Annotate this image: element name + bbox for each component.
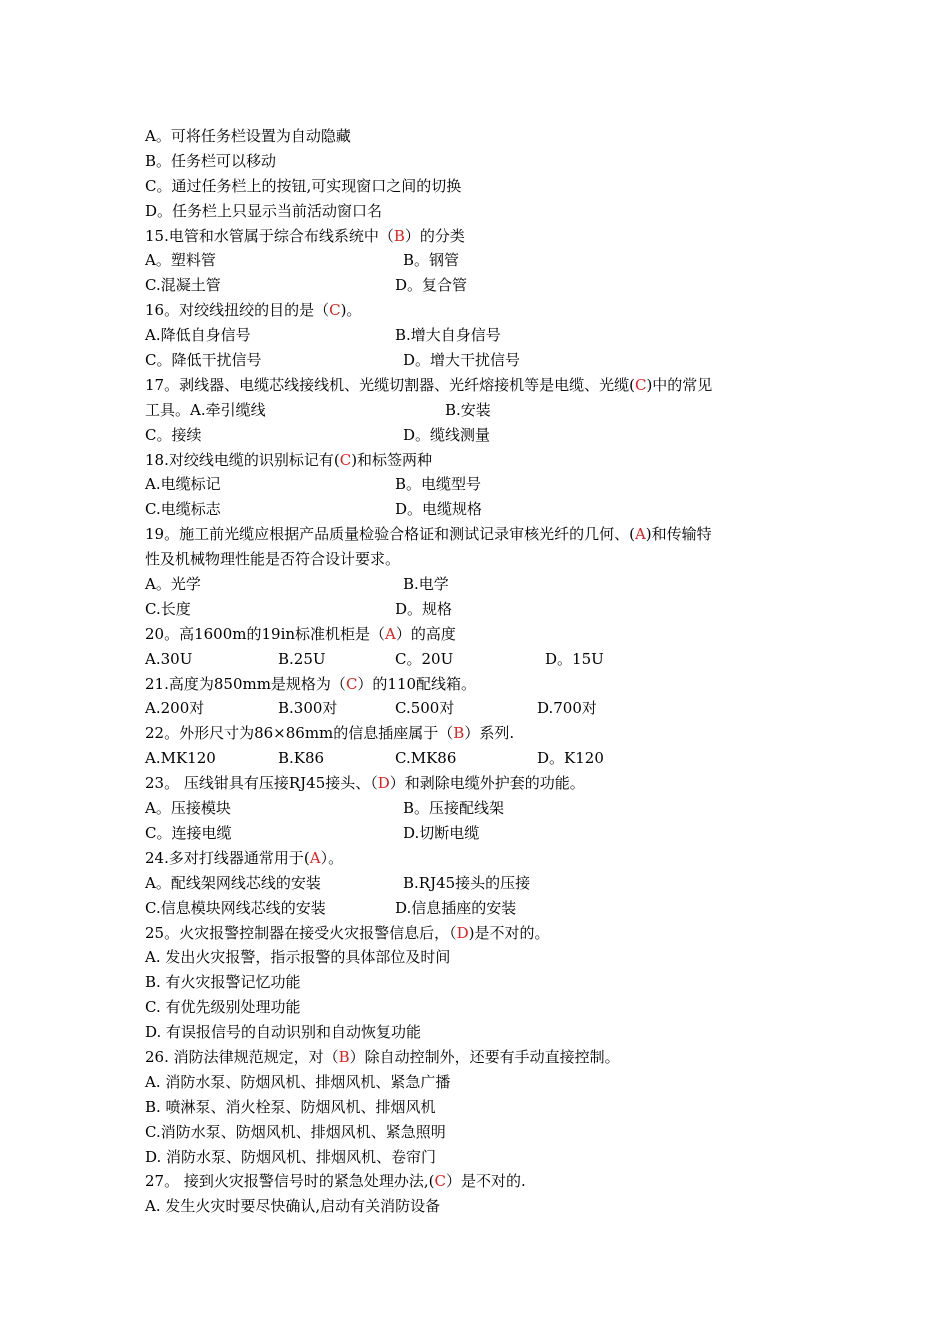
question-line xyxy=(145,224,825,249)
options-line xyxy=(145,746,825,771)
answer-letter: C xyxy=(339,450,352,469)
text-line xyxy=(145,1095,825,1120)
question-line xyxy=(145,622,825,647)
question-line xyxy=(145,298,825,323)
text-line xyxy=(145,970,825,995)
option-item: C.长度 xyxy=(145,599,191,618)
text-line xyxy=(145,149,825,174)
question-text: 26. 消防法律规范规定，对（ xyxy=(145,1047,339,1066)
line-text: 性及机械物理性能是否符合设计要求。 xyxy=(145,550,401,569)
question-line xyxy=(145,921,825,946)
question-line xyxy=(145,448,825,473)
text-line xyxy=(145,174,825,199)
option-item: A。配线架网线芯线的安装 xyxy=(145,873,321,892)
question-line xyxy=(145,373,825,398)
option-item: D。增大干扰信号 xyxy=(403,351,521,370)
option-item: D.700对 xyxy=(537,699,597,718)
options-line xyxy=(145,896,825,921)
question-text-tail: )和标签两种 xyxy=(351,450,433,469)
question-text: 17。剥线器、电缆芯线接线机、光缆切割器、光纤熔接机等是电缆、光缆( xyxy=(145,375,635,394)
question-line xyxy=(145,1045,825,1070)
option-item: C。接续 xyxy=(145,425,202,444)
options-line xyxy=(145,423,825,448)
text-line xyxy=(145,945,825,970)
line-text: B. 有火灾报警记忆功能 xyxy=(145,973,301,992)
question-text-tail: ）。 xyxy=(320,848,344,867)
question-text: 20。高1600m的19in标准机柜是（ xyxy=(145,624,386,643)
question-text: 25。火灾报警控制器在接受火灾报警信息后，（ xyxy=(145,923,457,942)
answer-letter: C xyxy=(634,375,647,394)
option-item: 工具。A.牵引缆线 xyxy=(145,400,266,419)
option-item: B.电学 xyxy=(403,575,449,594)
question-text: 19。施工前光缆应根据产品质量检验合格证和测试记录审核光纤的几何、( xyxy=(145,525,635,544)
question-line xyxy=(145,846,825,871)
answer-letter: B xyxy=(393,226,405,245)
line-text: B。任务栏可以移动 xyxy=(145,151,277,170)
text-line xyxy=(145,1194,825,1219)
option-item: C.电缆标志 xyxy=(145,500,221,519)
option-item: D。15U xyxy=(545,649,604,668)
answer-letter: D xyxy=(377,774,390,793)
question-text-tail: )中的常见 xyxy=(646,375,713,394)
question-text: 24.多对打线器通常用于( xyxy=(145,848,310,867)
question-text: 16。对绞线扭绞的目的是（ xyxy=(145,301,330,320)
option-item: D.切断电缆 xyxy=(403,823,480,842)
question-line xyxy=(145,522,825,547)
question-text-tail: )。 xyxy=(340,301,362,320)
text-line xyxy=(145,1070,825,1095)
line-text: A. 发生火灾时要尽快确认,启动有关消防设备 xyxy=(145,1197,441,1216)
answer-letter: B xyxy=(338,1047,350,1066)
line-text: A. 消防水泵、防烟风机、排烟风机、紧急广播 xyxy=(145,1072,451,1091)
line-text: D. 有误报信号的自动识别和自动恢复功能 xyxy=(145,1023,422,1042)
options-line xyxy=(145,572,825,597)
line-text: B. 喷淋泵、消火栓泵、防烟风机、排烟风机 xyxy=(145,1097,436,1116)
option-item: B.RJ45接头的压接 xyxy=(403,873,531,892)
option-item: A.降低自身信号 xyxy=(145,326,251,345)
answer-letter: A xyxy=(634,525,646,544)
question-line xyxy=(145,721,825,746)
line-text: C.消防水泵、防烟风机、排烟风机、紧急照明 xyxy=(145,1122,446,1141)
option-item: C。连接电缆 xyxy=(145,823,232,842)
answer-letter: C xyxy=(434,1172,446,1191)
options-line xyxy=(145,348,825,373)
option-item: A.30U xyxy=(145,649,193,668)
option-item: D。复合管 xyxy=(395,276,468,295)
text-line xyxy=(145,1120,825,1145)
options-line xyxy=(145,248,825,273)
line-text: C。通过任务栏上的按钮,可实现窗口之间的切换 xyxy=(145,176,462,195)
question-text-tail: ）系列. xyxy=(464,724,515,743)
question-text-tail: ）和剥除电缆外护套的功能。 xyxy=(389,774,585,793)
question-text: 23。 压线钳具有压接RJ45接头、（ xyxy=(145,774,378,793)
text-line xyxy=(145,547,825,572)
options-line xyxy=(145,398,825,423)
options-line xyxy=(145,273,825,298)
option-item: C.信息模块网线芯线的安装 xyxy=(145,898,326,917)
option-item: B。钢管 xyxy=(403,251,460,270)
answer-letter: B xyxy=(453,724,465,743)
line-text: A. 发出火灾报警，指示报警的具体部位及时间 xyxy=(145,948,451,967)
question-text-tail: ）除自动控制外，还要有手动直接控制。 xyxy=(349,1047,620,1066)
options-line xyxy=(145,497,825,522)
options-line xyxy=(145,647,825,672)
option-item: D。规格 xyxy=(395,599,453,618)
question-text-tail: ）是不对的. xyxy=(445,1172,526,1191)
text-line xyxy=(145,995,825,1020)
options-line xyxy=(145,796,825,821)
question-text: 27。 接到火灾报警信号时的紧急处理办法,( xyxy=(145,1172,435,1191)
option-item: D.信息插座的安装 xyxy=(395,898,517,917)
question-text-tail: ）的分类 xyxy=(404,226,465,245)
question-text-tail: )是不对的。 xyxy=(468,923,550,942)
option-item: A.MK120 xyxy=(145,749,216,768)
question-text-tail: ）的高度 xyxy=(395,624,456,643)
text-line xyxy=(145,199,825,224)
option-item: D。电缆规格 xyxy=(395,500,483,519)
option-item: B.增大自身信号 xyxy=(395,326,501,345)
option-item: B.300对 xyxy=(278,699,338,718)
option-item: C.500对 xyxy=(395,699,455,718)
question-text-tail: )和传输特 xyxy=(645,525,712,544)
question-text-tail: ）的110配线箱。 xyxy=(357,674,477,693)
question-text: 15.电管和水管属于综合布线系统中（ xyxy=(145,226,394,245)
option-item: C。降低干扰信号 xyxy=(145,351,262,370)
question-text: 18.对绞线电缆的识别标记有( xyxy=(145,450,340,469)
answer-letter: C xyxy=(345,674,358,693)
options-line xyxy=(145,871,825,896)
options-line xyxy=(145,597,825,622)
option-item: C.混凝土管 xyxy=(145,276,221,295)
option-item: B.K86 xyxy=(278,749,325,768)
option-item: C。20U xyxy=(395,649,454,668)
text-line xyxy=(145,1145,825,1170)
line-text: C. 有优先级别处理功能 xyxy=(145,998,301,1017)
option-item: A.200对 xyxy=(145,699,205,718)
options-line xyxy=(145,472,825,497)
answer-letter: D xyxy=(456,923,469,942)
options-line xyxy=(145,696,825,721)
exam-question-list xyxy=(145,124,825,1219)
text-line xyxy=(145,124,825,149)
answer-letter: C xyxy=(329,301,341,320)
question-text: 22。外形尺寸为86×86mm的信息插座属于（ xyxy=(145,724,454,743)
line-text: D。任务栏上只显示当前活动窗口名 xyxy=(145,201,383,220)
line-text: D. 消防水泵、防烟风机、排烟风机、卷帘门 xyxy=(145,1147,437,1166)
option-item: B.安装 xyxy=(445,400,491,419)
option-item: B.25U xyxy=(278,649,326,668)
question-text: 21.高度为850mm是规格为（ xyxy=(145,674,346,693)
option-item: A.电缆标记 xyxy=(145,475,221,494)
text-line xyxy=(145,1020,825,1045)
question-line xyxy=(145,1169,825,1194)
option-item: A。压接模块 xyxy=(145,799,231,818)
answer-letter: A xyxy=(385,624,396,643)
option-item: B。电缆型号 xyxy=(395,475,482,494)
option-item: D。缆线测量 xyxy=(403,425,491,444)
question-line xyxy=(145,771,825,796)
option-item: A。塑料管 xyxy=(145,251,216,270)
option-item: A。光学 xyxy=(145,575,201,594)
option-item: D。K120 xyxy=(537,749,604,768)
option-item: B。压接配线架 xyxy=(403,799,505,818)
option-item: C.MK86 xyxy=(395,749,457,768)
options-line xyxy=(145,821,825,846)
answer-letter: A xyxy=(309,848,321,867)
line-text: A。可将任务栏设置为自动隐藏 xyxy=(145,127,351,145)
question-line xyxy=(145,672,825,697)
options-line xyxy=(145,323,825,348)
